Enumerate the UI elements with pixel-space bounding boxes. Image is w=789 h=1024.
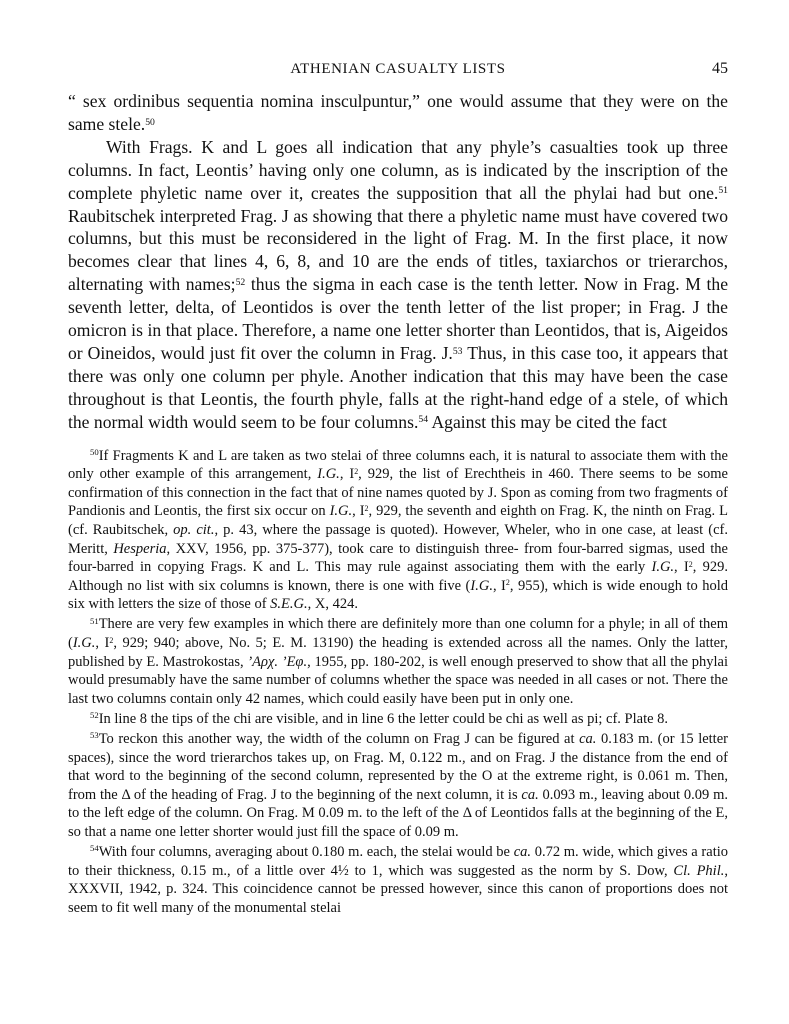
citation: I.G. [317, 466, 340, 483]
text-run: thus the sigma in each case is the tenth letter. Now in Frag. M the seventh letter, delta, of Leontidos is over the tenth letter of the list proper; in Frag. J the omicron is in that place. Therefore, a name one letter shorter than Leontidos, that is, Aigeidos or Oineidos, would just fit over the column in Frag. J. [68, 274, 728, 363]
paragraph-2 [68, 136, 728, 434]
text-run: , 929, the list of Erechtheis in 460. There seems to be some confirmation of this connection in the fact that of nine names quoted by J. Spon as coming from two fragments of Pandionis and Leontis, the first six occur on [68, 466, 728, 520]
footnote-number: 52 [90, 710, 99, 721]
citation: S.E.G. [270, 596, 308, 613]
footnote-ref-52[interactable]: 52 [235, 276, 246, 288]
footnote-ref-51[interactable]: 51 [718, 185, 728, 197]
text-run: If Fragments K and L are taken as two stelai of three columns each, it is natural to associate them with the only other example of this arrangement, [68, 447, 728, 483]
text-run: With Frags. K and L goes all indication that any phyle’s casualties took up three columns. In fact, Leontis’ having only one column, as is indicated by the inscription of the complete phyletic name over it, creates the supposition that all the phylai had but one. [68, 136, 728, 203]
citation: op. cit. [173, 521, 215, 538]
footnote-ref-50[interactable]: 50 [145, 116, 155, 128]
footnote-53 [68, 730, 728, 842]
citation: ca. [521, 786, 539, 803]
body-text [68, 90, 728, 434]
text-run: With four columns, averaging about 0.180 m. each, the stelai would be [98, 844, 514, 861]
superscript: 2 [688, 559, 693, 569]
text-run: Raubitschek interpreted Frag. J as showing that there a phyletic name must have covered two columns, but this must be reconsidered in the light of Frag. M. In the first place, it now becomes clear that lines 4, 6, 8, and 10 are the ends of titles, taxiarchos or trierarchos, alternating with names; [68, 205, 728, 295]
text-run: , X, 424. [307, 596, 358, 613]
text-run: Thus, in this case too, it appears that there was only one column per phyle. Another indication that this may have been the case throughout is that Leontis, the fourth phyle, falls at the right-hand edge of a stele, of which the normal width would seem to be four columns. [68, 342, 728, 432]
citation: Cl. Phil. [673, 862, 725, 879]
footnote-separator [68, 434, 728, 447]
text-run: , 955), which is wide enough to hold six with letters the size of those of [68, 577, 728, 613]
citation: I.G. [651, 559, 675, 576]
text-run: , 1955, pp. 180-202, is well enough preserved to show that all the phylai would presumably have the same number of columns whether the space was needed in all cases or not. There the last two columns contain only 42 names, which could easily have been put in only one. [68, 653, 729, 707]
text-run: , I [95, 635, 110, 652]
paragraph-1 [68, 90, 728, 136]
footnote-54 [68, 843, 728, 917]
page-number: 45 [712, 60, 728, 77]
superscript: 2 [364, 504, 369, 513]
superscript: 2 [109, 635, 114, 645]
text-run: , I [352, 503, 365, 520]
text-run: Against this may be cited the fact [428, 411, 667, 432]
footnote-number: 51 [90, 615, 99, 626]
running-head [68, 58, 728, 80]
footnote-number: 54 [90, 843, 99, 854]
superscript: 2 [505, 578, 510, 588]
text-run: , p. 43, where the passage is quoted). However, Wheler, who in one case, at least (cf. Meritt, [68, 521, 728, 557]
text-run: 0.72 m. wide, which gives a ratio to their thickness, 0.15 m., of a little over 4½ to 1, which was suggested as the norm by S. Dow, [68, 844, 728, 879]
citation: ca. [579, 731, 597, 747]
footnote-50 [68, 447, 728, 614]
text-run: , 929, the seventh and eighth on Frag. K, the ninth on Frag. L (cf. Raubitschek, [68, 503, 728, 538]
text-run: , XXXVII, 1942, p. 324. This coincidence cannot be pressed however, since this canon of proportions does not seem to fit well many of the monumental stelai [68, 862, 728, 916]
footnote-52 [68, 710, 728, 729]
citation: Hesperia [113, 540, 167, 557]
footnote-ref-54[interactable]: 54 [418, 414, 429, 426]
citation: I.G. [470, 577, 493, 594]
text-run: , XXV, 1956, pp. 375-377), took care to distinguish three- from four-barred sigmas, used the four-barred in copying Frags. K and L. This may rule against associating them with the early [68, 540, 728, 576]
text-run: , 929. Although no list with six columns is known, there is one with five ( [68, 559, 729, 594]
text-run: , I [339, 466, 355, 483]
page [68, 58, 728, 919]
text-run: “ sex ordinibus sequentia nomina insculpuntur,” one would assume that they were on the same stele. [68, 91, 728, 134]
footnote-number: 50 [90, 446, 99, 457]
footnote-51 [68, 615, 728, 708]
footnote-ref-53[interactable]: 53 [452, 345, 463, 357]
text-run: In line 8 the tips of the chi are visible, and in line 6 the letter could be chi as well as pi; cf. Plate 8. [98, 710, 669, 727]
citation: ’Αρχ. ’Εφ. [247, 653, 308, 670]
citation: I.G. [72, 635, 96, 652]
running-title: ATHENIAN CASUALTY LISTS [290, 61, 506, 77]
text-run: 0.183 m. (or 15 letter spaces), since the word trierarchos takes up, on Frag. M, 0.122 m., and on Frag. J the distance from the end of that word to the beginning of the second column, represented by the O at the extreme right, is 0.061 m. Then, from the Δ of the heading of Frag. J to the beginning of the next column, it is [68, 731, 728, 803]
text-run: 0.093 m., leaving about 0.09 m. to the left edge of the column. On Frag. M 0.09 m. to the left of the Δ of Leontidos falls at the beginning of the E, so that a name one letter shorter would just fill the space of 0.09 m. [68, 786, 728, 840]
text-run: , 929; 940; above, No. 5; E. M. 13190) the heading is extended across all the names. Only the latter, published by E. Mastrokostas, [68, 635, 728, 670]
citation: I.G. [329, 503, 353, 520]
superscript: 2 [354, 466, 359, 476]
footnotes [68, 447, 728, 918]
text-run: , I [674, 559, 689, 576]
text-run: There are very few examples in which there are definitely more than one column for a phyle; in all of them ( [68, 616, 728, 652]
text-run: To reckon this another way, the width of the column on Frag J can be figured at [98, 731, 580, 747]
footnote-number: 53 [90, 730, 99, 741]
text-run: , I [492, 577, 506, 594]
citation: ca. [513, 844, 531, 861]
